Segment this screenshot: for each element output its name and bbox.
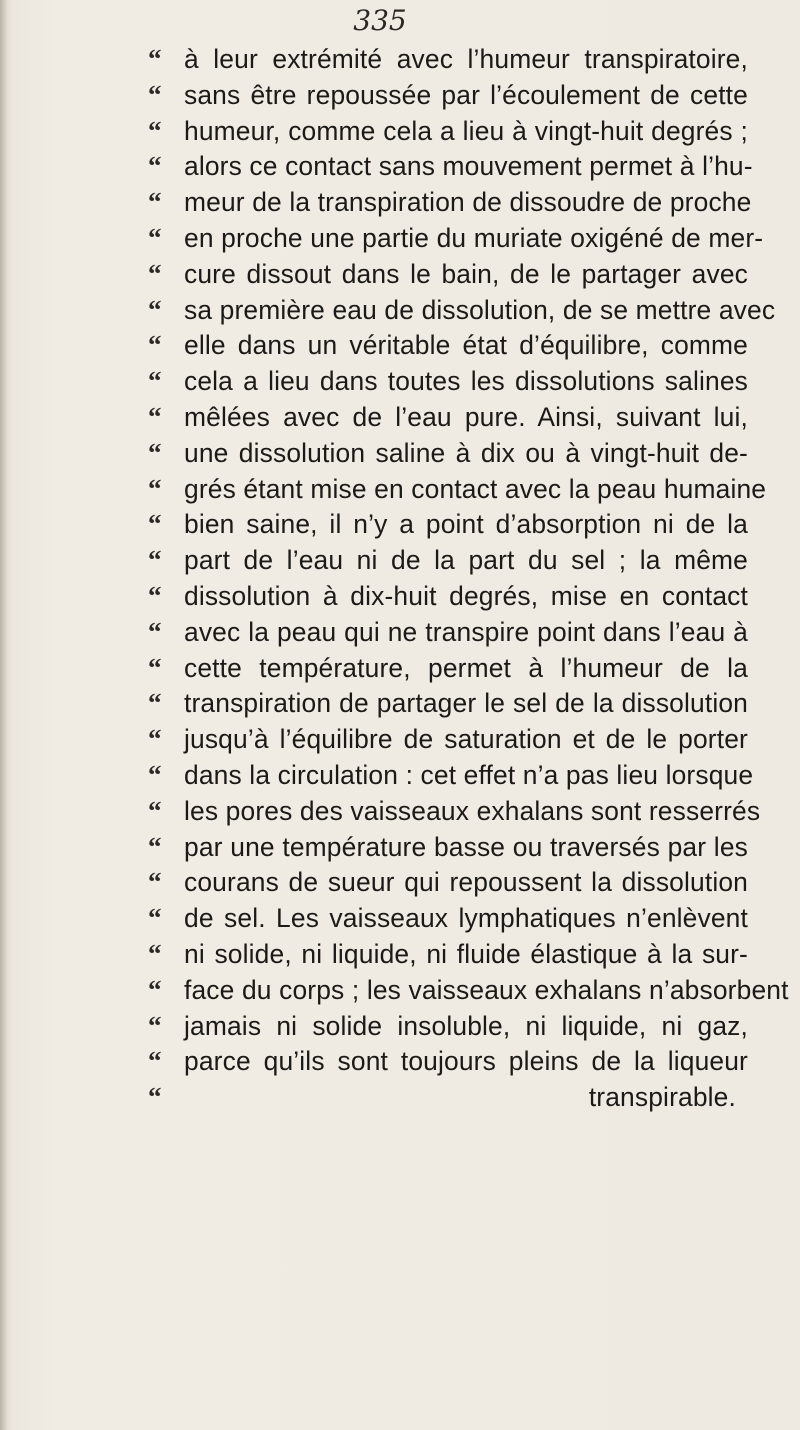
quote-mark: “	[148, 437, 162, 468]
quote-mark: “	[148, 724, 162, 755]
text-line	[148, 1044, 748, 1080]
line-text: bien saine, il n’y a point d’absorption ni de la	[184, 509, 748, 540]
line-text: transpirable.	[588, 1082, 736, 1113]
text-line	[148, 78, 748, 114]
line-text: avec la peau qui ne transpire point dans l’eau à	[184, 616, 748, 647]
text-line	[148, 221, 764, 257]
quote-mark: “	[148, 222, 162, 253]
quote-mark: “	[148, 759, 162, 790]
text-line	[148, 507, 748, 543]
text-line	[148, 1009, 748, 1045]
line-text: face du corps ; les vaisseaux exhalans n’absorbent	[184, 974, 789, 1005]
line-text: sa première eau de dissolution, de se mettre avec	[184, 294, 776, 325]
text-line	[148, 651, 748, 687]
line-text: humeur, comme cela a lieu à vingt-huit degrés ;	[184, 115, 748, 146]
text-line	[148, 865, 748, 901]
quote-mark: “	[148, 115, 162, 146]
line-text: parce qu’ils sont toujours pleins de la liqueur	[184, 1046, 748, 1077]
quote-mark: “	[148, 795, 162, 826]
text-line	[148, 722, 748, 758]
text-line	[148, 364, 748, 400]
text-line	[148, 830, 748, 866]
text-line	[148, 937, 748, 973]
quote-mark: “	[148, 867, 162, 898]
text-line	[148, 579, 748, 615]
quote-mark: “	[148, 1010, 162, 1041]
line-text: les pores des vaisseaux exhalans sont resserrés	[184, 795, 761, 826]
line-text: dans la circulation : cet effet n’a pas lieu lorsque	[184, 759, 754, 790]
line-text: jamais ni solide insoluble, ni liquide, ni gaz,	[184, 1010, 748, 1041]
line-text: mêlées avec de l’eau pure. Ainsi, suivant lui,	[184, 401, 748, 432]
quote-mark: “	[148, 1046, 162, 1077]
quote-mark: “	[148, 580, 162, 611]
quote-mark: “	[148, 938, 162, 969]
body-text	[148, 42, 789, 1116]
text-line	[148, 901, 748, 937]
text-line	[148, 293, 776, 329]
quote-mark: “	[148, 652, 162, 683]
text-line	[148, 149, 753, 185]
line-text: cela a lieu dans toutes les dissolutions salines	[184, 366, 748, 397]
line-text: cette température, permet à l’humeur de la	[184, 652, 748, 683]
quote-mark: “	[148, 187, 162, 218]
line-text: par une température basse ou traversés par les	[184, 831, 748, 862]
text-line	[148, 42, 748, 78]
line-text: alors ce contact sans mouvement permet à l’hu-	[184, 151, 753, 182]
text-line	[148, 257, 748, 293]
line-text: en proche une partie du muriate oxigéné de mer-	[184, 222, 764, 253]
line-text: à leur extrémité avec l’humeur transpiratoire,	[184, 44, 748, 74]
page-binding-edge	[0, 0, 8, 1430]
line-text: sans être repoussée par l’écoulement de cette	[184, 79, 748, 110]
text-line	[148, 436, 748, 472]
quote-mark: “	[148, 688, 162, 719]
quote-mark: “	[148, 151, 162, 182]
quote-mark: “	[148, 258, 162, 289]
quote-mark: “	[148, 831, 162, 862]
text-line	[148, 114, 748, 150]
text-line	[148, 973, 789, 1009]
quote-mark: “	[148, 330, 162, 361]
quote-mark: “	[148, 616, 162, 647]
quote-mark: “	[148, 401, 162, 432]
line-text: part de l’eau ni de la part du sel ; la même	[184, 545, 748, 576]
page-number: 335	[353, 4, 407, 37]
quote-mark: “	[148, 473, 162, 504]
line-text: grés étant mise en contact avec la peau humaine	[184, 473, 767, 504]
line-text: ni solide, ni liquide, ni fluide élastique à la sur-	[184, 938, 748, 969]
quote-mark: “	[148, 366, 162, 397]
quote-mark: “	[148, 509, 162, 540]
quote-mark: “	[148, 974, 162, 1005]
quote-mark: “	[148, 545, 162, 576]
line-text: courans de sueur qui repoussent la dissolution	[184, 867, 748, 898]
quote-mark: “	[148, 1082, 162, 1113]
line-text: meur de la transpiration de dissoudre de proche	[184, 187, 752, 218]
quote-mark: “	[148, 903, 162, 934]
line-text: de sel. Les vaisseaux lymphatiques n’enlèvent	[184, 903, 748, 934]
text-line	[148, 185, 752, 221]
text-line	[148, 472, 767, 508]
text-line	[148, 543, 748, 579]
line-text: elle dans un véritable état d’équilibre, comme	[184, 330, 748, 361]
text-line	[148, 794, 761, 830]
quote-mark: “	[148, 44, 162, 74]
text-line	[148, 686, 748, 722]
line-text: jusqu’à l’équilibre de saturation et de le porter	[184, 724, 748, 755]
line-text: dissolution à dix-huit degrés, mise en contact	[184, 580, 748, 611]
text-line	[148, 1080, 748, 1116]
text-line	[148, 328, 748, 364]
text-line	[148, 758, 754, 794]
line-text: cure dissout dans le bain, de le partager avec	[184, 258, 748, 289]
line-text: transpiration de partager le sel de la dissolution	[184, 688, 748, 719]
quote-mark: “	[148, 294, 162, 325]
quote-mark: “	[148, 79, 162, 110]
text-line	[148, 615, 748, 651]
text-line	[148, 400, 748, 436]
line-text: une dissolution saline à dix ou à vingt-huit de-	[184, 437, 748, 468]
